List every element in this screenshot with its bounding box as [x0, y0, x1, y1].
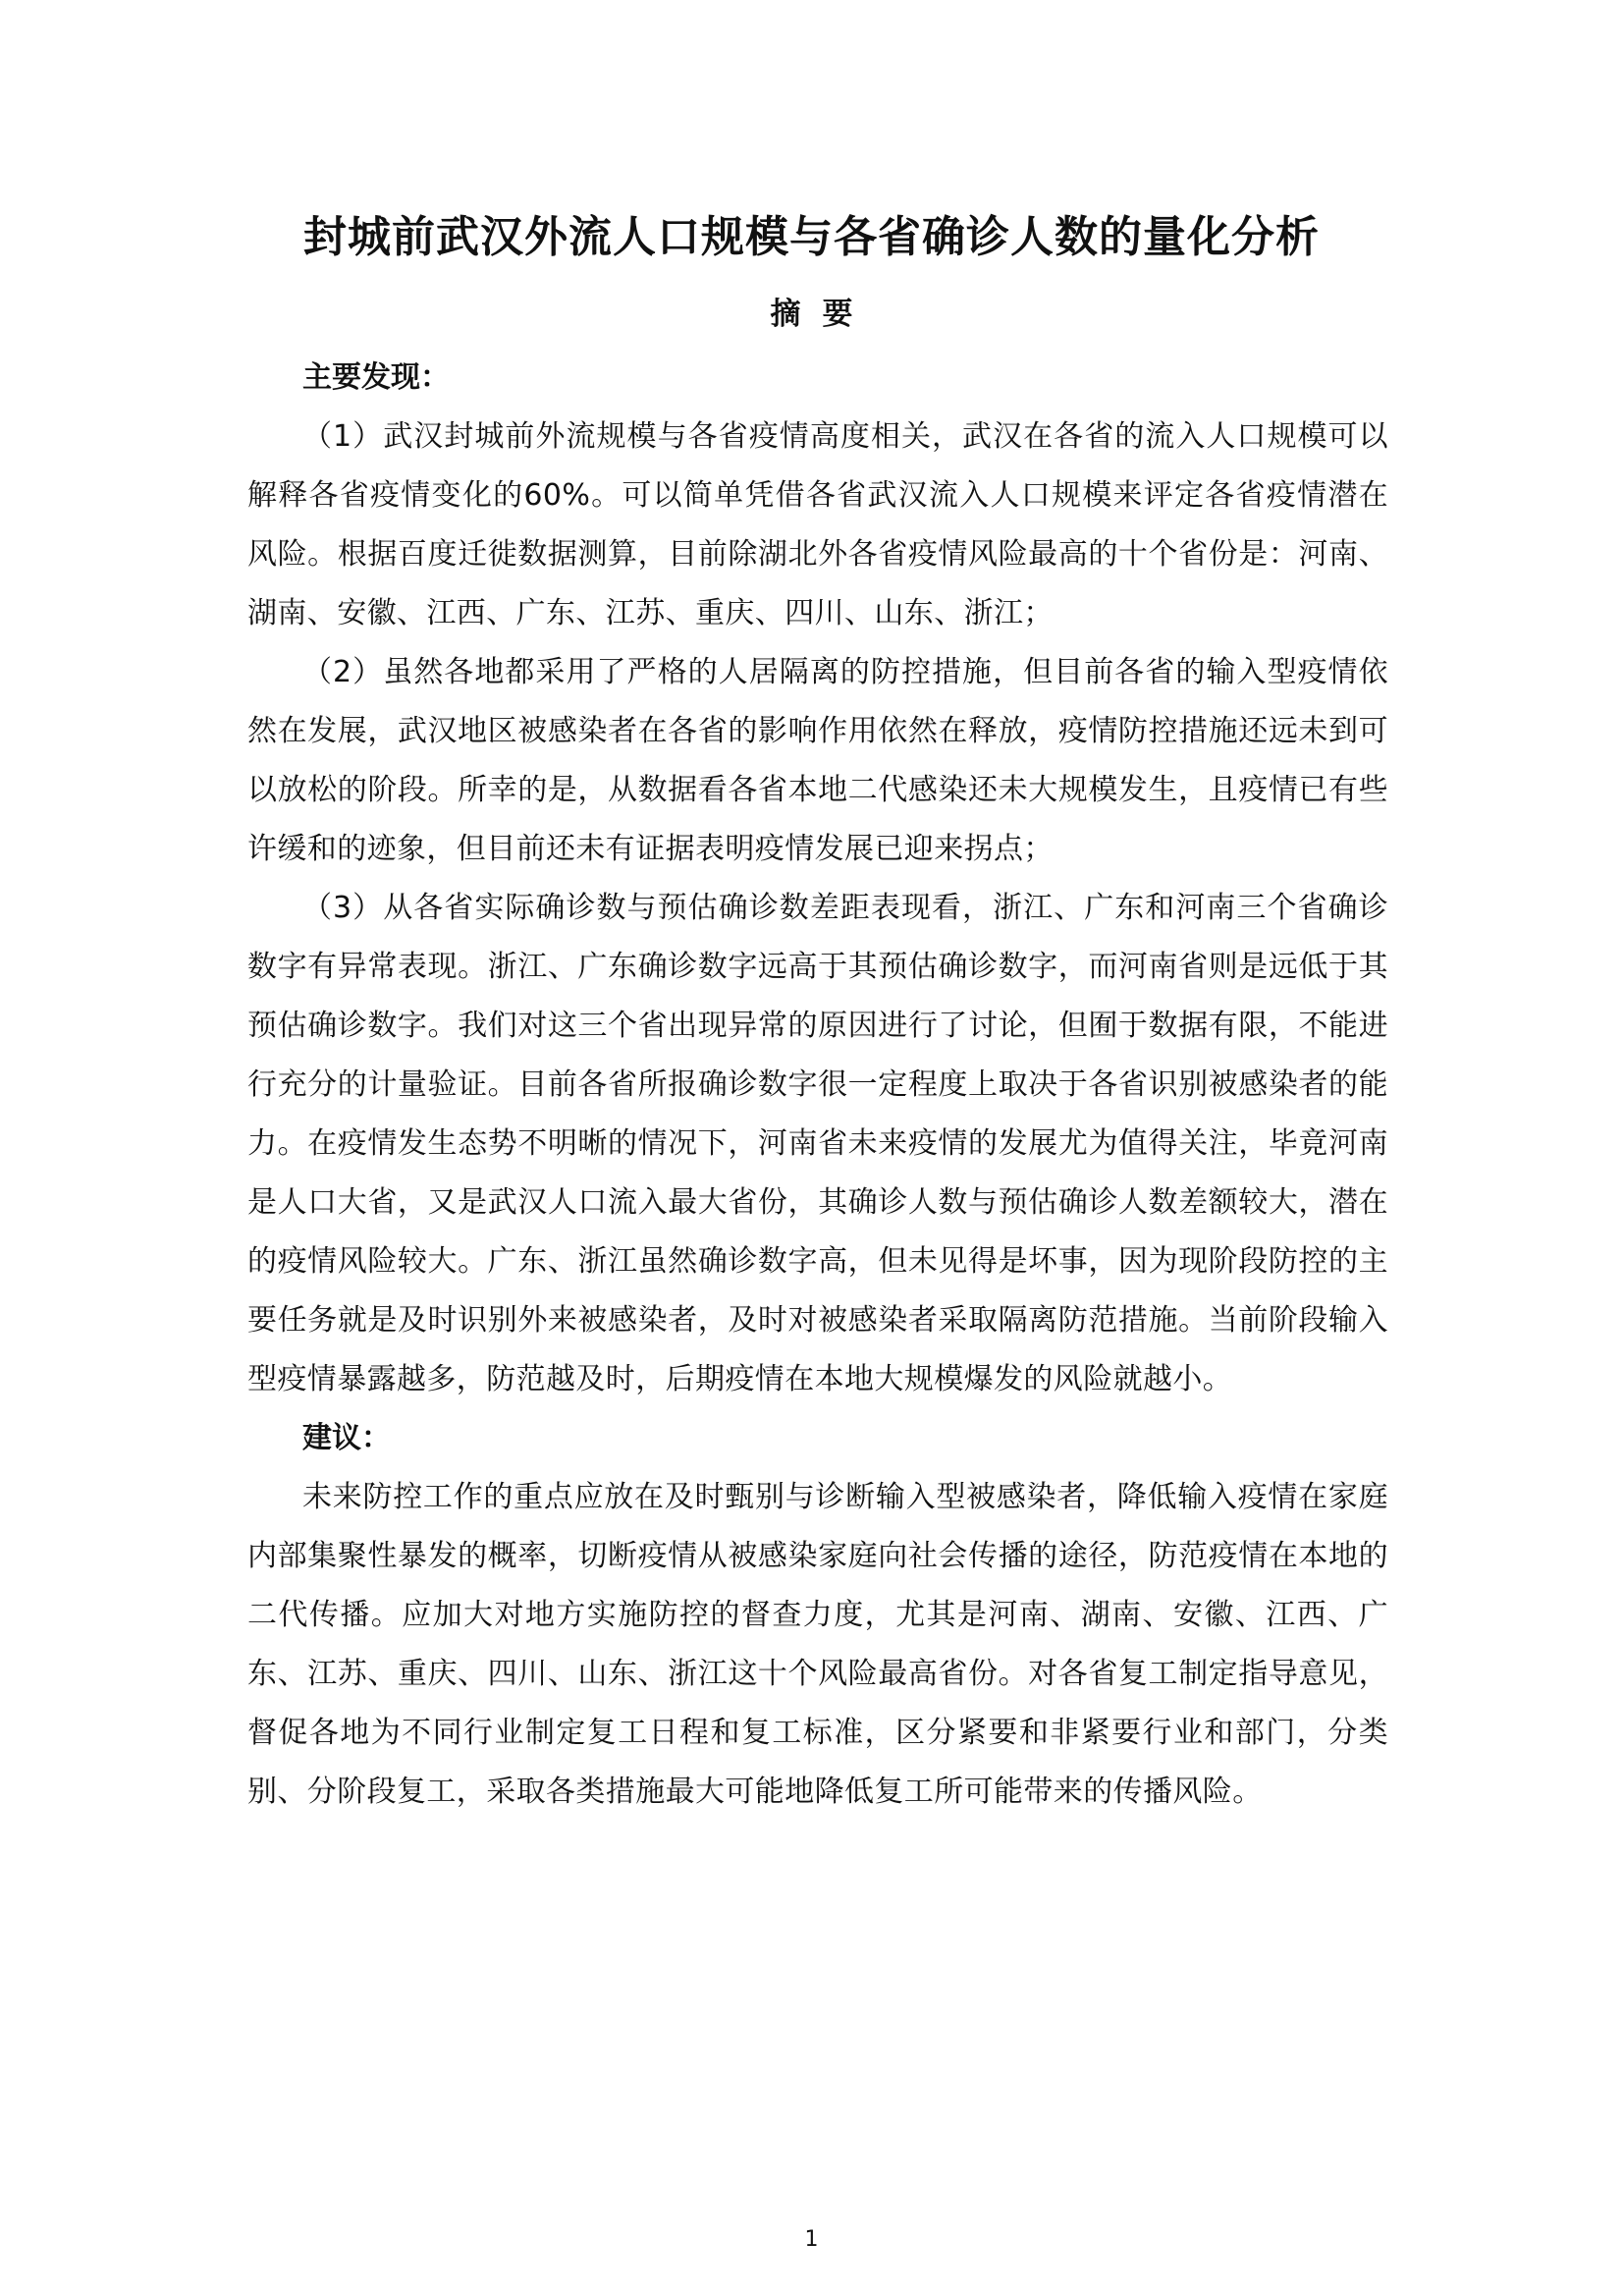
- findings-heading: 主要发现：: [302, 360, 450, 395]
- finding-paragraph-2: （2）虽然各地都采用了严格的人居隔离的防控措施，但目前各省的输入型疫情依然在发展，武汉地区被感染者在各省的影响作用依然在释放，疫情防控措施还远未到可以放松的阶段。所幸的是，从数据看各省本地二代感染还未大规模发生，且疫情已有些许缓和的迹象，但目前还未有证据表明疫情发展已迎来拐点；: [247, 655, 1388, 866]
- document-title: 封城前武汉外流人口规模与各省确诊人数的量化分析: [303, 212, 1320, 262]
- finding-paragraph-3: （3）从各省实际确诊数与预估确诊数差距表现看，浙江、广东和河南三个省确诊数字有异常表现。浙江、广东确诊数字远高于其预估确诊数字，而河南省则是远低于其预估确诊数字。我们对这三个省出现异常的原因进行了讨论，但囿于数据有限，不能进行充分的计量验证。目前各省所报确诊数字很一定程度上取决于各省识别被感染者的能力。在疫情发生态势不明晰的情况下，河南省未来疫情的发展尤为值得关注，毕竟河南是人口大省，又是武汉人口流入最大省份，其确诊人数与预估确诊人数差额较大，潜在的疫情风险较大。广东、浙江虽然确诊数字高，但未见得是坏事，因为现阶段防控的主要任务就是及时识别外来被感染者，及时对被感染者采取隔离防范措施。当前阶段输入型疫情暴露越多，防范越及时，后期疫情在本地大规模爆发的风险就越小。: [247, 891, 1388, 1396]
- abstract-heading: 摘要: [770, 297, 875, 332]
- page-number: 1: [804, 2227, 819, 2252]
- document-body: [247, 349, 1388, 1822]
- finding-paragraph-1: （1）武汉封城前外流规模与各省疫情高度相关，武汉在各省的流入人口规模可以解释各省疫情变化的60%。可以简单凭借各省武汉流入人口规模来评定各省疫情潜在风险。根据百度迁徙数据测算，目前除湖北外各省疫情风险最高的十个省份是：河南、湖南、安徽、江西、广东、江苏、重庆、四川、山东、浙江；: [247, 419, 1388, 630]
- suggestions-heading: 建议：: [302, 1421, 391, 1455]
- suggestion-paragraph-1: 未来防控工作的重点应放在及时甄别与诊断输入型被感染者，降低输入疫情在家庭内部集聚性暴发的概率，切断疫情从被感染家庭向社会传播的途径，防范疫情在本地的二代传播。应加大对地方实施防控的督查力度，尤其是河南、湖南、安徽、江西、广东、江苏、重庆、四川、山东、浙江这十个风险最高省份。对各省复工制定指导意见，督促各地为不同行业制定复工日程和复工标准，区分紧要和非紧要行业和部门，分类别、分阶段复工，采取各类措施最大可能地降低复工所可能带来的传播风险。: [247, 1480, 1388, 1809]
